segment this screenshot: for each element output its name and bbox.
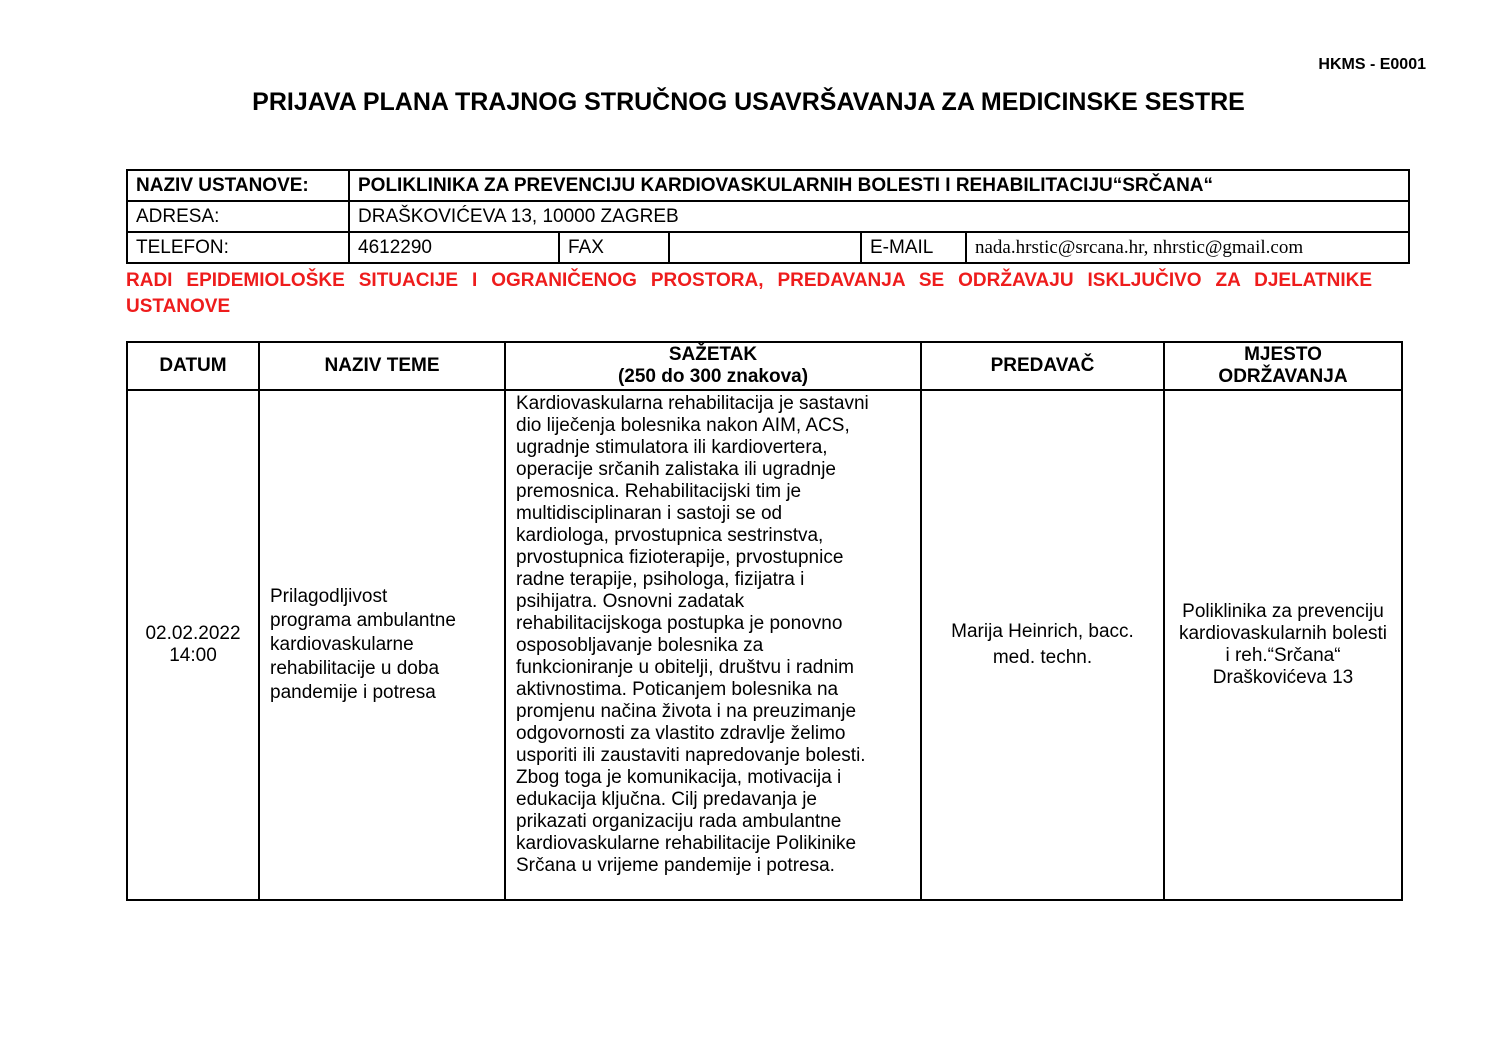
row-date: 02.02.2022 <box>145 623 241 644</box>
topic-line: programa ambulantne <box>270 610 456 631</box>
topic-line: pandemije i potresa <box>270 682 436 703</box>
place-line: Poliklinika za prevenciju <box>1182 601 1384 622</box>
fax-label: FAX <box>559 232 669 263</box>
summary-line: odgovornosti za vlastito zdravlje želimo <box>516 723 846 744</box>
row-time: 14:00 <box>169 645 217 666</box>
summary-line: usporiti ili zaustaviti napredovanje bolesti. <box>516 745 866 766</box>
summary-line: rehabilitacijskoga postupka je ponovno <box>516 613 843 634</box>
fax-value <box>669 232 861 263</box>
summary-line: kardiovaskularne rehabilitacije Polikinike <box>516 833 857 854</box>
cell-lecturer <box>921 390 1164 900</box>
summary-line: promjenu načina života i na preuzimanje <box>516 701 857 722</box>
form-code: HKMS - E0001 <box>1318 56 1426 73</box>
summary-line: prvostupnica fizioterapije, prvostupnice <box>516 547 844 568</box>
header-lecturer: PREDAVAČ <box>921 342 1164 390</box>
summary-line: Kardiovaskularna rehabilitacija je sastavni <box>516 393 869 414</box>
summary-line: aktivnostima. Poticanjem bolesnika na <box>516 679 839 700</box>
summary-line: radne terapije, psihologa, fizijatra i <box>516 569 805 590</box>
place-line: i reh.“Srčana“ <box>1225 645 1341 666</box>
institution-name-label: NAZIV USTANOVE: <box>127 170 349 201</box>
cell-place <box>1164 390 1402 900</box>
summary-line: premosnica. Rehabilitacijski tim je <box>516 481 802 502</box>
summary-line: psihijatra. Osnovni zadatak <box>516 591 745 612</box>
summary-line: edukacija ključna. Cilj predavanja je <box>516 789 818 810</box>
summary-line: operacije srčanih zalistaka ili ugradnje <box>516 459 837 480</box>
summary-line: Srčana u vrijeme pandemije i potresa. <box>516 855 835 876</box>
table-row <box>127 390 1402 900</box>
summary-line: ugradnje stimulatora ili kardiovertera, <box>516 437 828 458</box>
topic-line: kardiovaskularne <box>270 634 414 655</box>
header-date: DATUM <box>127 342 259 390</box>
topic-line: rehabilitacije u doba <box>270 658 440 679</box>
summary-line: funkcioniranje u obitelji, društvu i radnim <box>516 657 854 678</box>
summary-line: osposobljavanje bolesnika za <box>516 635 764 656</box>
address-value: DRAŠKOVIĆEVA 13, 10000 ZAGREB <box>349 201 1409 232</box>
summary-line: multidisciplinaran i sastoji se od <box>516 503 783 524</box>
cell-summary <box>505 390 921 900</box>
summary-line: Zbog toga je komunikacija, motivacija i <box>516 767 842 788</box>
lecturer-line1: Marija Heinrich, bacc. <box>951 621 1134 642</box>
summary-line: dio liječenja bolesnika nakon AIM, ACS, <box>516 415 850 436</box>
email-value: nada.hrstic@srcana.hr, nhrstic@gmail.com <box>966 232 1409 263</box>
phone-label: TELEFON: <box>127 232 349 263</box>
topic-line: Prilagodljivost <box>270 586 388 607</box>
lecture-plan-table <box>126 341 1403 901</box>
institution-name-value: POLIKLINIKA ZA PREVENCIJU KARDIOVASKULARNIH BOLESTI I REHABILITACIJU“SRČANA“ <box>349 170 1409 201</box>
summary-line: kardiologa, prvostupnica sestrinstva, <box>516 525 824 546</box>
institution-info-table <box>126 169 1410 264</box>
table-header-row <box>127 342 1402 390</box>
notice-text: RADI EPIDEMIOLOŠKE SITUACIJE I OGRANIČENOG PROSTORA, PREDAVANJA SE ODRŽAVAJU ISKLJUČIVO ZA DJELATNIKE USTANOVE <box>126 270 1372 317</box>
header-summary-line1: SAŽETAK <box>668 344 758 365</box>
header-place-line2: ODRŽAVANJA <box>1218 366 1348 387</box>
cell-topic <box>259 390 505 900</box>
address-label: ADRESA: <box>127 201 349 232</box>
header-summary-line2: (250 do 300 znakova) <box>617 366 809 387</box>
place-line: Draškovićeva 13 <box>1212 667 1354 688</box>
email-label: E-MAIL <box>861 232 966 263</box>
header-summary <box>505 342 921 390</box>
phone-value: 4612290 <box>349 232 559 263</box>
header-place-line1: MJESTO <box>1244 344 1322 365</box>
summary-line: prikazati organizaciju rada ambulantne <box>516 811 842 832</box>
header-topic: NAZIV TEME <box>259 342 505 390</box>
lecturer-line2: med. techn. <box>992 647 1093 668</box>
place-line: kardiovaskularnih bolesti <box>1178 623 1388 644</box>
page-title: PRIJAVA PLANA TRAJNOG STRUČNOG USAVRŠAVANJA ZA MEDICINSKE SESTRE <box>252 88 1245 116</box>
cell-date <box>127 390 259 900</box>
header-place <box>1164 342 1402 390</box>
